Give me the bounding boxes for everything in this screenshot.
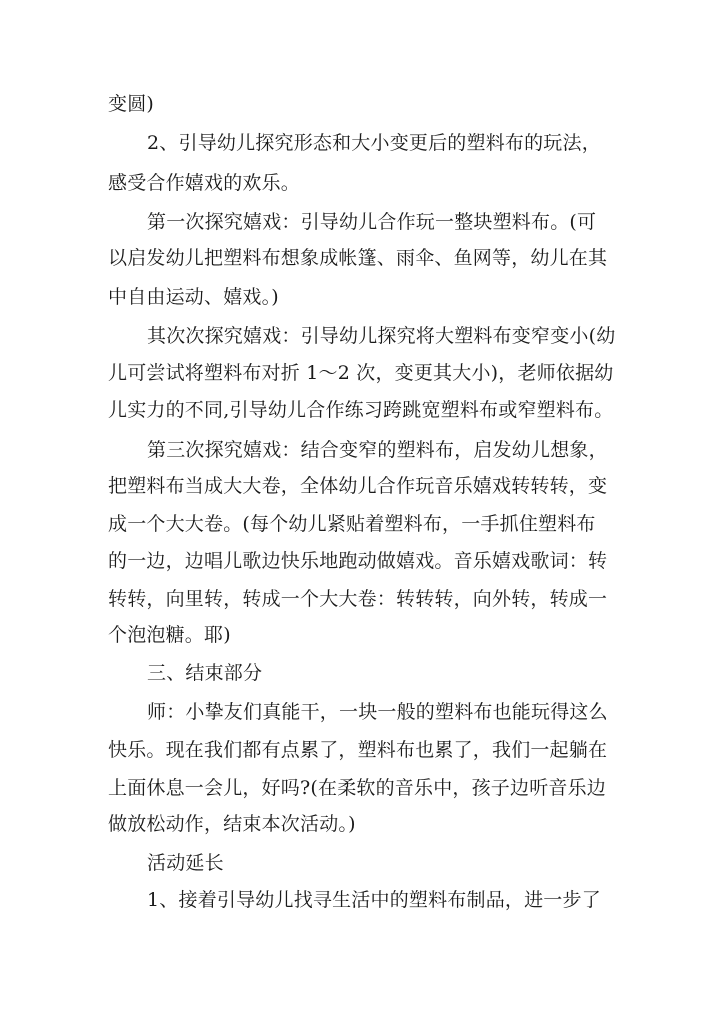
section-heading: 三、结束部分: [147, 662, 263, 684]
text-line: 2、引导幼儿探究形态和大小变更后的塑料布的玩法，: [147, 132, 601, 154]
text-line: 做放松动作，结束本次活动。): [108, 813, 356, 835]
text-line: 的一边，边唱儿歌边快乐地跑动做嬉戏。音乐嬉戏歌词：转: [108, 550, 608, 572]
text-line: 1、接着引导幼儿找寻生活中的塑料布制品，进一步了: [147, 889, 601, 911]
text-line: 成一个大大卷。(每个幼儿紧贴着塑料布，一手抓住塑料布: [108, 513, 596, 535]
text-line: 快乐。现在我们都有点累了，塑料布也累了，我们一起躺在: [108, 739, 608, 761]
text-line: 儿可尝试将塑料布对折 1～2 次，变更其大小)，老师依据幼: [108, 362, 614, 384]
section-heading: 活动延长: [147, 852, 224, 874]
text-line: 第一次探究嬉戏：引导幼儿合作玩一整块塑料布。(可: [147, 211, 597, 233]
text-line: 感受合作嬉戏的欢乐。: [108, 172, 301, 194]
text-line: 变圆): [108, 93, 155, 115]
text-line: 把塑料布当成大大卷，全体幼儿合作玩音乐嬉戏转转转，变: [108, 475, 608, 497]
text-line: 其次次探究嬉戏：引导幼儿探究将大塑料布变窄变小(幼: [147, 325, 616, 347]
text-line: 第三次探究嬉戏：结合变窄的塑料布，启发幼儿想象，: [147, 439, 608, 461]
text-line: 上面休息一会儿，好吗?(在柔软的音乐中，孩子边听音乐边: [108, 777, 607, 799]
text-line: 个泡泡糖。耶): [108, 624, 231, 646]
text-line: 儿实力的不同,引导幼儿合作练习跨跳宽塑料布或窄塑料布。: [108, 399, 614, 421]
text-line: 师：小挚友们真能干，一块一般的塑料布也能玩得这么: [147, 701, 608, 723]
text-line: 以启发幼儿把塑料布想象成帐篷、雨伞、鱼网等，幼儿在其: [108, 247, 608, 269]
text-line: 转转，向里转，转成一个大大卷：转转转，向外转，转成一: [108, 588, 608, 610]
text-line: 中自由运动、嬉戏。): [108, 286, 279, 308]
